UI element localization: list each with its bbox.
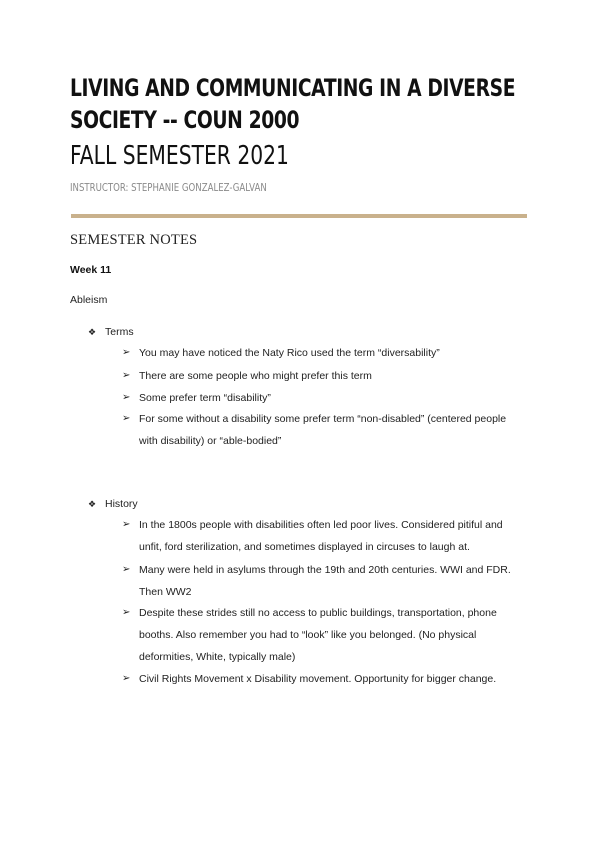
arrow-bullet-icon: ➢ <box>122 347 131 358</box>
diamond-bullet-icon: ❖ <box>88 499 97 509</box>
title-line-2: SOCIETY -- COUN 2000 <box>70 106 300 134</box>
document-title <box>70 72 516 136</box>
list-item-text: There are some people who might prefer this term <box>139 370 372 382</box>
bullet-label: Terms <box>105 326 134 338</box>
arrow-bullet-icon: ➢ <box>122 564 131 575</box>
list-item <box>122 602 527 668</box>
bullet-label: History <box>105 498 138 510</box>
bullet-terms <box>88 325 134 339</box>
list-item-text: In the 1800s people with disabilities often led poor lives. Considered pitiful and unfit, ford sterilization, and sometimes displayed in circuses to laugh at. <box>139 519 503 553</box>
arrow-bullet-icon: ➢ <box>122 673 131 684</box>
list-item <box>122 668 527 690</box>
diamond-bullet-icon: ❖ <box>88 327 97 337</box>
list-item-text: Civil Rights Movement x Disability movement. Opportunity for bigger change. <box>139 673 497 685</box>
list-item <box>122 387 527 409</box>
list-item <box>122 514 527 558</box>
arrow-bullet-icon: ➢ <box>122 370 131 381</box>
list-item-text: Despite these strides still no access to public buildings, transportation, phone booths. Also remember you had to “look” like you belonged. (No physical deformities, White, typically male) <box>139 607 497 663</box>
list-item <box>122 559 527 603</box>
instructor-line: INSTRUCTOR: STEPHANIE GONZALEZ-GALVAN <box>70 181 267 194</box>
arrow-bullet-icon: ➢ <box>122 519 131 530</box>
arrow-bullet-icon: ➢ <box>122 413 131 424</box>
list-item-text: Many were held in asylums through the 19th and 20th centuries. WWI and FDR. Then WW2 <box>139 564 511 598</box>
bullet-history <box>88 497 138 511</box>
list-item <box>122 342 527 364</box>
arrow-bullet-icon: ➢ <box>122 392 131 403</box>
title-line-1: LIVING AND COMMUNICATING IN A DIVERSE <box>70 74 516 102</box>
topic-heading: Ableism <box>70 294 108 306</box>
list-item <box>122 365 527 387</box>
list-item <box>122 408 527 452</box>
list-item-text: For some without a disability some prefer term “non-disabled” (centered people with disability) or “able-bodied” <box>139 413 507 447</box>
list-item-text: You may have noticed the Naty Rico used the term “diversability” <box>139 347 440 359</box>
list-item-text: Some prefer term “disability” <box>139 392 271 404</box>
header-divider <box>71 214 527 218</box>
arrow-bullet-icon: ➢ <box>122 607 131 618</box>
week-heading: Week 11 <box>70 264 112 276</box>
section-title: SEMESTER NOTES <box>70 232 198 248</box>
semester-subtitle: FALL SEMESTER 2021 <box>70 141 289 171</box>
